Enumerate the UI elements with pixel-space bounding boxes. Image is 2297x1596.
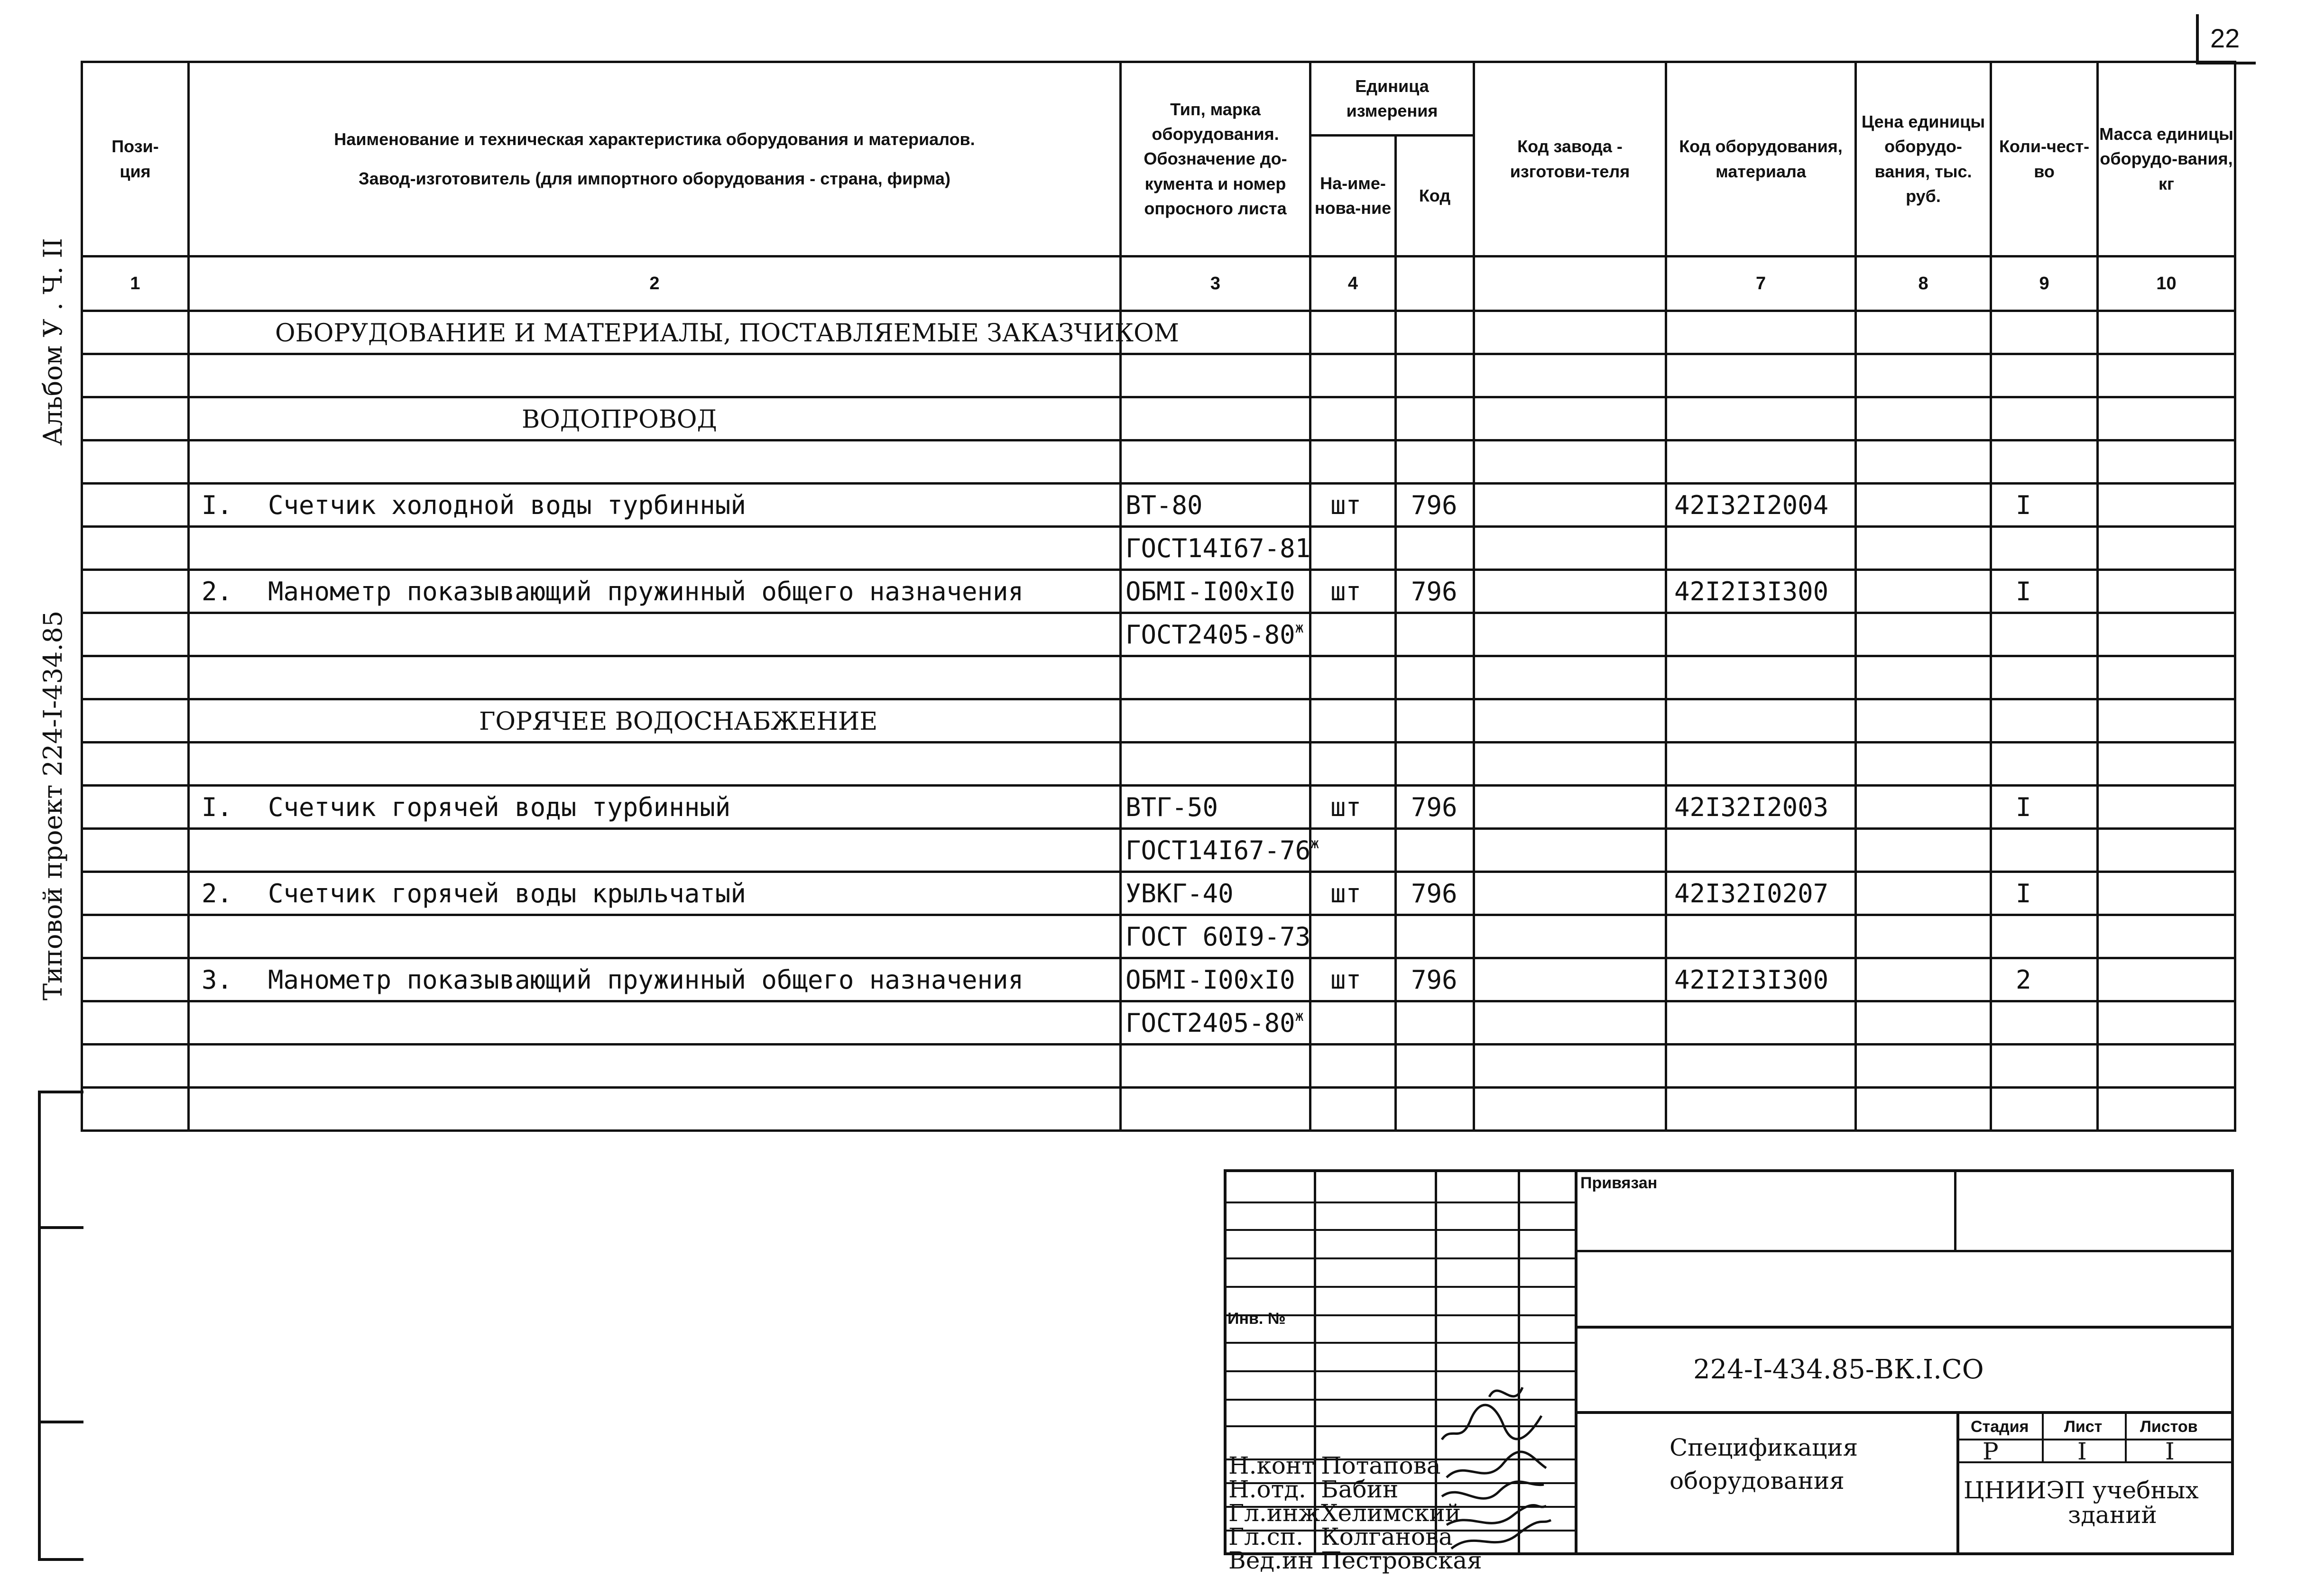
empty-cell xyxy=(1991,656,2098,699)
position-cell xyxy=(82,1001,189,1045)
empty-cell xyxy=(1474,699,1666,743)
section-row xyxy=(82,311,2235,354)
header-name-line2: Завод-изготовитель (для импортного оборудования - страна, фирма) xyxy=(359,168,950,188)
header-unit-code: Код xyxy=(1396,136,1474,257)
empty-cell xyxy=(2098,1045,2235,1088)
factory-code-cell xyxy=(1474,786,1666,829)
item-name: Манометр показывающий пружинный общего назначения xyxy=(268,964,1024,995)
project-label: Типовой проект 224-I-434.85 xyxy=(38,610,68,1000)
bound-label: Привязан xyxy=(1580,1174,1658,1192)
item-name-cell xyxy=(189,484,1121,527)
signatory-role: Н.конт xyxy=(1228,1452,1315,1479)
position-cell xyxy=(82,786,189,829)
empty-cell xyxy=(82,1088,189,1131)
equipment-code-cell: 42I32I0207 xyxy=(1666,872,1856,915)
empty-cell xyxy=(1666,743,1856,786)
empty-cell xyxy=(1474,1088,1666,1131)
position-cell xyxy=(82,958,189,1001)
quantity-cell: I xyxy=(1991,484,2098,527)
item-name-cell xyxy=(189,872,1121,915)
document-standard: ГОСТ14I67-76 xyxy=(1125,835,1311,865)
empty-cell xyxy=(1991,397,2098,440)
price-cell xyxy=(1856,872,1991,915)
unit-name-cell: шт xyxy=(1310,570,1396,613)
position-cell xyxy=(82,613,189,656)
empty-cell xyxy=(1666,311,1856,354)
empty-cell xyxy=(1396,829,1474,872)
item-number: 2. xyxy=(202,576,233,606)
empty-cell xyxy=(1396,440,1474,484)
empty-cell xyxy=(1310,743,1396,786)
empty-cell xyxy=(1991,743,2098,786)
empty-cell xyxy=(1396,311,1474,354)
item-row xyxy=(82,484,2235,527)
document-title-line2: оборудования xyxy=(1670,1467,1845,1495)
empty-cell xyxy=(1666,699,1856,743)
table-row xyxy=(82,656,2235,699)
empty-cell xyxy=(2098,743,2235,786)
empty-cell xyxy=(189,1088,1121,1131)
empty-cell xyxy=(1666,397,1856,440)
document-cell xyxy=(1121,829,1319,872)
column-number: 4 xyxy=(1310,257,1396,311)
type-cell: ОБМI-I00хI0 xyxy=(1121,958,1310,1001)
empty-cell xyxy=(1666,656,1856,699)
document-cell xyxy=(1121,1001,1310,1045)
empty-cell xyxy=(1121,743,1310,786)
header-name-line1: Наименование и техническая характеристика оборудования и материалов. xyxy=(334,129,975,149)
signatures-drawing xyxy=(1432,1368,1556,1555)
signatory-name: Потапова xyxy=(1321,1452,1441,1479)
table-row xyxy=(82,354,2235,397)
item-row xyxy=(82,570,2235,613)
price-cell xyxy=(1856,786,1991,829)
empty-cell xyxy=(1856,699,1991,743)
section-row xyxy=(82,699,2235,743)
quantity-cell: I xyxy=(1991,570,2098,613)
factory-code-cell xyxy=(1474,570,1666,613)
empty-cell xyxy=(1666,440,1856,484)
empty-cell xyxy=(1310,354,1396,397)
empty-cell xyxy=(82,354,189,397)
empty-cell xyxy=(1666,915,1856,958)
column-numbers-row xyxy=(82,257,2235,311)
sheet-label: Лист xyxy=(2064,1418,2103,1436)
empty-cell xyxy=(189,656,1121,699)
type-cell: УВКГ-40 xyxy=(1121,872,1310,915)
empty-cell xyxy=(1991,1088,2098,1131)
revision-mark: ж xyxy=(1295,1008,1304,1025)
empty-cell xyxy=(1310,699,1396,743)
signatory-role: Н.отд. xyxy=(1228,1476,1306,1503)
empty-cell xyxy=(1991,915,2098,958)
empty-cell xyxy=(1474,311,1666,354)
empty-cell xyxy=(1666,613,1856,656)
header-type: Тип, марка оборудования. Обозначение до-кумента и номер опросного листа xyxy=(1121,62,1310,257)
position-cell xyxy=(82,527,189,570)
signatory-role: Гл.инж xyxy=(1228,1499,1320,1527)
empty-cell xyxy=(2098,397,2235,440)
header-equipment-code: Код оборудования, материала xyxy=(1666,62,1856,257)
signatory-name: Пестровская xyxy=(1321,1547,1482,1574)
empty-cell xyxy=(1991,699,2098,743)
header-quantity: Коли-чест-во xyxy=(1991,62,2098,257)
document-cell xyxy=(1121,527,1310,570)
empty-cell xyxy=(2098,440,2235,484)
equipment-code-cell: 42I2I3I300 xyxy=(1666,958,1856,1001)
empty-cell xyxy=(1474,1001,1666,1045)
empty-cell xyxy=(1666,829,1856,872)
unit-name-cell: шт xyxy=(1310,958,1396,1001)
column-number: 7 xyxy=(1666,257,1856,311)
empty-cell xyxy=(2098,829,2235,872)
empty-cell xyxy=(2098,613,2235,656)
table-row xyxy=(82,743,2235,786)
empty-cell xyxy=(1474,743,1666,786)
empty-cell xyxy=(82,743,189,786)
empty-cell xyxy=(1310,1088,1396,1131)
empty-cell xyxy=(1310,440,1396,484)
document-standard: ГОСТ 60I9-73 xyxy=(1125,921,1311,952)
document-cell xyxy=(1121,613,1310,656)
empty-cell xyxy=(1474,354,1666,397)
signatory-role: Гл.сп. xyxy=(1228,1523,1303,1550)
equipment-code-cell: 42I32I2004 xyxy=(1666,484,1856,527)
item-name: Манометр показывающий пружинный общего назначения xyxy=(268,576,1024,606)
empty-cell xyxy=(1474,527,1666,570)
section-title: ОБОРУДОВАНИЕ И МАТЕРИАЛЫ, ПОСТАВЛЯЕМЫЕ ЗАКАЗЧИКОМ xyxy=(275,319,1179,348)
empty-cell xyxy=(1991,440,2098,484)
section-title-cell xyxy=(189,397,1121,440)
empty-cell xyxy=(1310,527,1396,570)
empty-cell xyxy=(1991,311,2098,354)
item-name-cell xyxy=(189,613,1121,656)
item-name: Счетчик холодной воды турбинный xyxy=(268,490,746,520)
specification-body xyxy=(82,257,2235,1131)
empty-cell xyxy=(1666,1088,1856,1131)
price-cell xyxy=(1856,484,1991,527)
position-cell xyxy=(82,829,189,872)
position-cell xyxy=(82,484,189,527)
column-number: 9 xyxy=(1991,257,2098,311)
unit-code-cell: 796 xyxy=(1396,872,1474,915)
sheets-label: Листов xyxy=(2140,1418,2198,1436)
table-row xyxy=(82,1045,2235,1088)
empty-cell xyxy=(82,440,189,484)
table-row xyxy=(82,613,2235,656)
unit-code-cell: 796 xyxy=(1396,484,1474,527)
section-row xyxy=(82,397,2235,440)
equipment-code-cell: 42I32I2003 xyxy=(1666,786,1856,829)
column-number xyxy=(1474,257,1666,311)
quantity-cell: I xyxy=(1991,786,2098,829)
empty-cell xyxy=(1310,656,1396,699)
column-number: 10 xyxy=(2098,257,2235,311)
empty-cell xyxy=(1474,397,1666,440)
empty-cell xyxy=(1310,311,1396,354)
section-title-cell xyxy=(189,311,1179,354)
empty-cell xyxy=(1396,354,1474,397)
organization-line1: ЦНИИЭП учебных xyxy=(1964,1477,2199,1504)
document-title-line1: Спецификация xyxy=(1670,1434,1858,1461)
empty-cell xyxy=(1666,527,1856,570)
position-cell xyxy=(82,570,189,613)
stage-value: Р xyxy=(1983,1438,1999,1465)
factory-code-cell xyxy=(1474,958,1666,1001)
document-cell xyxy=(1121,915,1310,958)
item-row xyxy=(82,872,2235,915)
section-title: ВОДОПРОВОД xyxy=(522,405,717,434)
empty-cell xyxy=(1396,397,1474,440)
table-row xyxy=(82,915,2235,958)
unit-code-cell: 796 xyxy=(1396,570,1474,613)
header-mass: Масса единицы оборудо-вания, кг xyxy=(2098,62,2235,257)
empty-cell xyxy=(82,1045,189,1088)
mass-cell xyxy=(2098,872,2235,915)
position-cell xyxy=(82,311,189,354)
empty-cell xyxy=(1396,656,1474,699)
empty-cell xyxy=(1474,440,1666,484)
type-cell: ВТ-80 xyxy=(1121,484,1310,527)
empty-cell xyxy=(2098,656,2235,699)
sheet-number: 22 xyxy=(2210,23,2240,53)
empty-cell xyxy=(1396,743,1474,786)
factory-code-cell xyxy=(1474,872,1666,915)
revision-mark: ж xyxy=(1295,619,1304,636)
price-cell xyxy=(1856,958,1991,1001)
mass-cell xyxy=(2098,786,2235,829)
document-code: 224-I-434.85-ВК.I.СО xyxy=(1693,1354,1984,1385)
empty-cell xyxy=(2098,699,2235,743)
header-unit-group: Единица измерения xyxy=(1310,62,1474,136)
document-standard: ГОСТ14I67-81 xyxy=(1125,533,1311,563)
empty-cell xyxy=(1856,440,1991,484)
item-name-cell xyxy=(189,915,1121,958)
sheet-value: I xyxy=(2077,1438,2087,1465)
empty-cell xyxy=(1121,440,1310,484)
empty-cell xyxy=(1856,743,1991,786)
unit-name-cell: шт xyxy=(1310,872,1396,915)
signatory-name: Колганова xyxy=(1321,1523,1453,1550)
quantity-cell: 2 xyxy=(1991,958,2098,1001)
item-name-cell xyxy=(189,958,1121,1001)
empty-cell xyxy=(1856,1001,1991,1045)
empty-cell xyxy=(1856,1088,1991,1131)
item-row xyxy=(82,958,2235,1001)
empty-cell xyxy=(1856,311,1991,354)
type-cell: ВТГ-50 xyxy=(1121,786,1310,829)
table-row xyxy=(82,1001,2235,1045)
empty-cell xyxy=(189,440,1121,484)
item-number: 3. xyxy=(202,964,233,995)
item-number: I. xyxy=(202,792,233,822)
empty-cell xyxy=(2098,311,2235,354)
title-block xyxy=(1224,1169,2234,1574)
item-row xyxy=(82,786,2235,829)
table-row xyxy=(82,829,2235,872)
empty-cell xyxy=(189,354,1121,397)
empty-cell xyxy=(1121,1088,1310,1131)
empty-cell xyxy=(1121,1045,1310,1088)
empty-cell xyxy=(1474,829,1666,872)
empty-cell xyxy=(1310,829,1396,872)
header-unit-name: На-име-нова-ние xyxy=(1310,136,1396,257)
empty-cell xyxy=(1666,1001,1856,1045)
left-stamp-strip xyxy=(38,1091,83,1561)
item-name: Счетчик горячей воды крыльчатый xyxy=(268,878,746,908)
empty-cell xyxy=(1121,354,1310,397)
empty-cell xyxy=(1474,656,1666,699)
empty-cell xyxy=(82,656,189,699)
empty-cell xyxy=(1396,1045,1474,1088)
empty-cell xyxy=(2098,354,2235,397)
item-name-cell xyxy=(189,570,1121,613)
position-cell xyxy=(82,872,189,915)
table-row xyxy=(82,1088,2235,1131)
unit-name-cell: шт xyxy=(1310,484,1396,527)
unit-name-cell: шт xyxy=(1310,786,1396,829)
empty-cell xyxy=(189,1045,1121,1088)
empty-cell xyxy=(1991,613,2098,656)
empty-cell xyxy=(1856,397,1991,440)
item-name: Счетчик горячей воды турбинный xyxy=(268,792,731,822)
document-standard: ГОСТ2405-80 xyxy=(1125,619,1295,650)
empty-cell xyxy=(2098,1001,2235,1045)
empty-cell xyxy=(1856,613,1991,656)
empty-cell xyxy=(1396,613,1474,656)
position-cell xyxy=(82,699,189,743)
item-name-cell xyxy=(189,829,1121,872)
factory-code-cell xyxy=(1474,484,1666,527)
quantity-cell: I xyxy=(1991,872,2098,915)
item-number: 2. xyxy=(202,878,233,908)
empty-cell xyxy=(1856,354,1991,397)
type-cell: ОБМI-I00хI0 xyxy=(1121,570,1310,613)
empty-cell xyxy=(2098,1088,2235,1131)
empty-cell xyxy=(1396,699,1474,743)
mass-cell xyxy=(2098,958,2235,1001)
empty-cell xyxy=(1121,699,1310,743)
section-title: ГОРЯЧЕЕ ВОДОСНАБЖЕНИЕ xyxy=(479,707,878,736)
empty-cell xyxy=(2098,527,2235,570)
empty-cell xyxy=(1310,1001,1396,1045)
revision-mark: ж xyxy=(1310,835,1319,852)
empty-cell xyxy=(1474,1045,1666,1088)
empty-cell xyxy=(1396,1001,1474,1045)
empty-cell xyxy=(1474,915,1666,958)
price-cell xyxy=(1856,570,1991,613)
signatory-role: Вед.ин xyxy=(1228,1547,1314,1574)
header-price: Цена единицы оборудо-вания, тыс. руб. xyxy=(1856,62,1991,257)
item-name-cell xyxy=(189,1001,1121,1045)
empty-cell xyxy=(1991,1001,2098,1045)
empty-cell xyxy=(1396,527,1474,570)
album-label: Альбом У . Ч. II xyxy=(38,238,68,446)
table-row xyxy=(82,440,2235,484)
position-cell xyxy=(82,397,189,440)
empty-cell xyxy=(1310,915,1396,958)
item-number: I. xyxy=(202,490,233,520)
mass-cell xyxy=(2098,484,2235,527)
empty-cell xyxy=(1991,1045,2098,1088)
empty-cell xyxy=(1856,915,1991,958)
mass-cell xyxy=(2098,570,2235,613)
empty-cell xyxy=(1310,397,1396,440)
header-name xyxy=(189,62,1121,257)
stage-label: Стадия xyxy=(1971,1418,2029,1436)
empty-cell xyxy=(1856,656,1991,699)
column-number: 1 xyxy=(82,257,189,311)
inventory-label: Инв. № xyxy=(1227,1310,1286,1328)
empty-cell xyxy=(1991,354,2098,397)
signatory-name: Хелимский xyxy=(1321,1499,1461,1527)
document-standard: ГОСТ2405-80 xyxy=(1125,1008,1295,1038)
unit-code-cell: 796 xyxy=(1396,786,1474,829)
item-name-cell xyxy=(189,786,1121,829)
empty-cell xyxy=(1666,1045,1856,1088)
empty-cell xyxy=(2098,915,2235,958)
column-number xyxy=(1396,257,1474,311)
column-number: 2 xyxy=(189,257,1121,311)
sheets-value: I xyxy=(2165,1438,2175,1465)
specification-table xyxy=(81,61,2236,1132)
empty-cell xyxy=(1991,829,2098,872)
signatory-name: Бабин xyxy=(1321,1476,1399,1503)
organization-line2: зданий xyxy=(2068,1501,2157,1529)
column-number: 8 xyxy=(1856,257,1991,311)
empty-cell xyxy=(1666,354,1856,397)
empty-cell xyxy=(1121,397,1310,440)
item-name-cell xyxy=(189,527,1121,570)
empty-cell xyxy=(1121,656,1310,699)
column-number: 3 xyxy=(1121,257,1310,311)
header-position: Пози- ция xyxy=(82,62,189,257)
empty-cell xyxy=(1396,1088,1474,1131)
empty-cell xyxy=(1991,527,2098,570)
unit-code-cell: 796 xyxy=(1396,958,1474,1001)
table-row xyxy=(82,527,2235,570)
empty-cell xyxy=(1310,1045,1396,1088)
header-factory-code: Код завода - изготови-теля xyxy=(1474,62,1666,257)
empty-cell xyxy=(1856,1045,1991,1088)
equipment-code-cell: 42I2I3I300 xyxy=(1666,570,1856,613)
empty-cell xyxy=(189,743,1121,786)
empty-cell xyxy=(1310,613,1396,656)
empty-cell xyxy=(1856,527,1991,570)
empty-cell xyxy=(1474,613,1666,656)
section-title-cell xyxy=(189,699,1121,743)
empty-cell xyxy=(1856,829,1991,872)
empty-cell xyxy=(1396,915,1474,958)
position-cell xyxy=(82,915,189,958)
